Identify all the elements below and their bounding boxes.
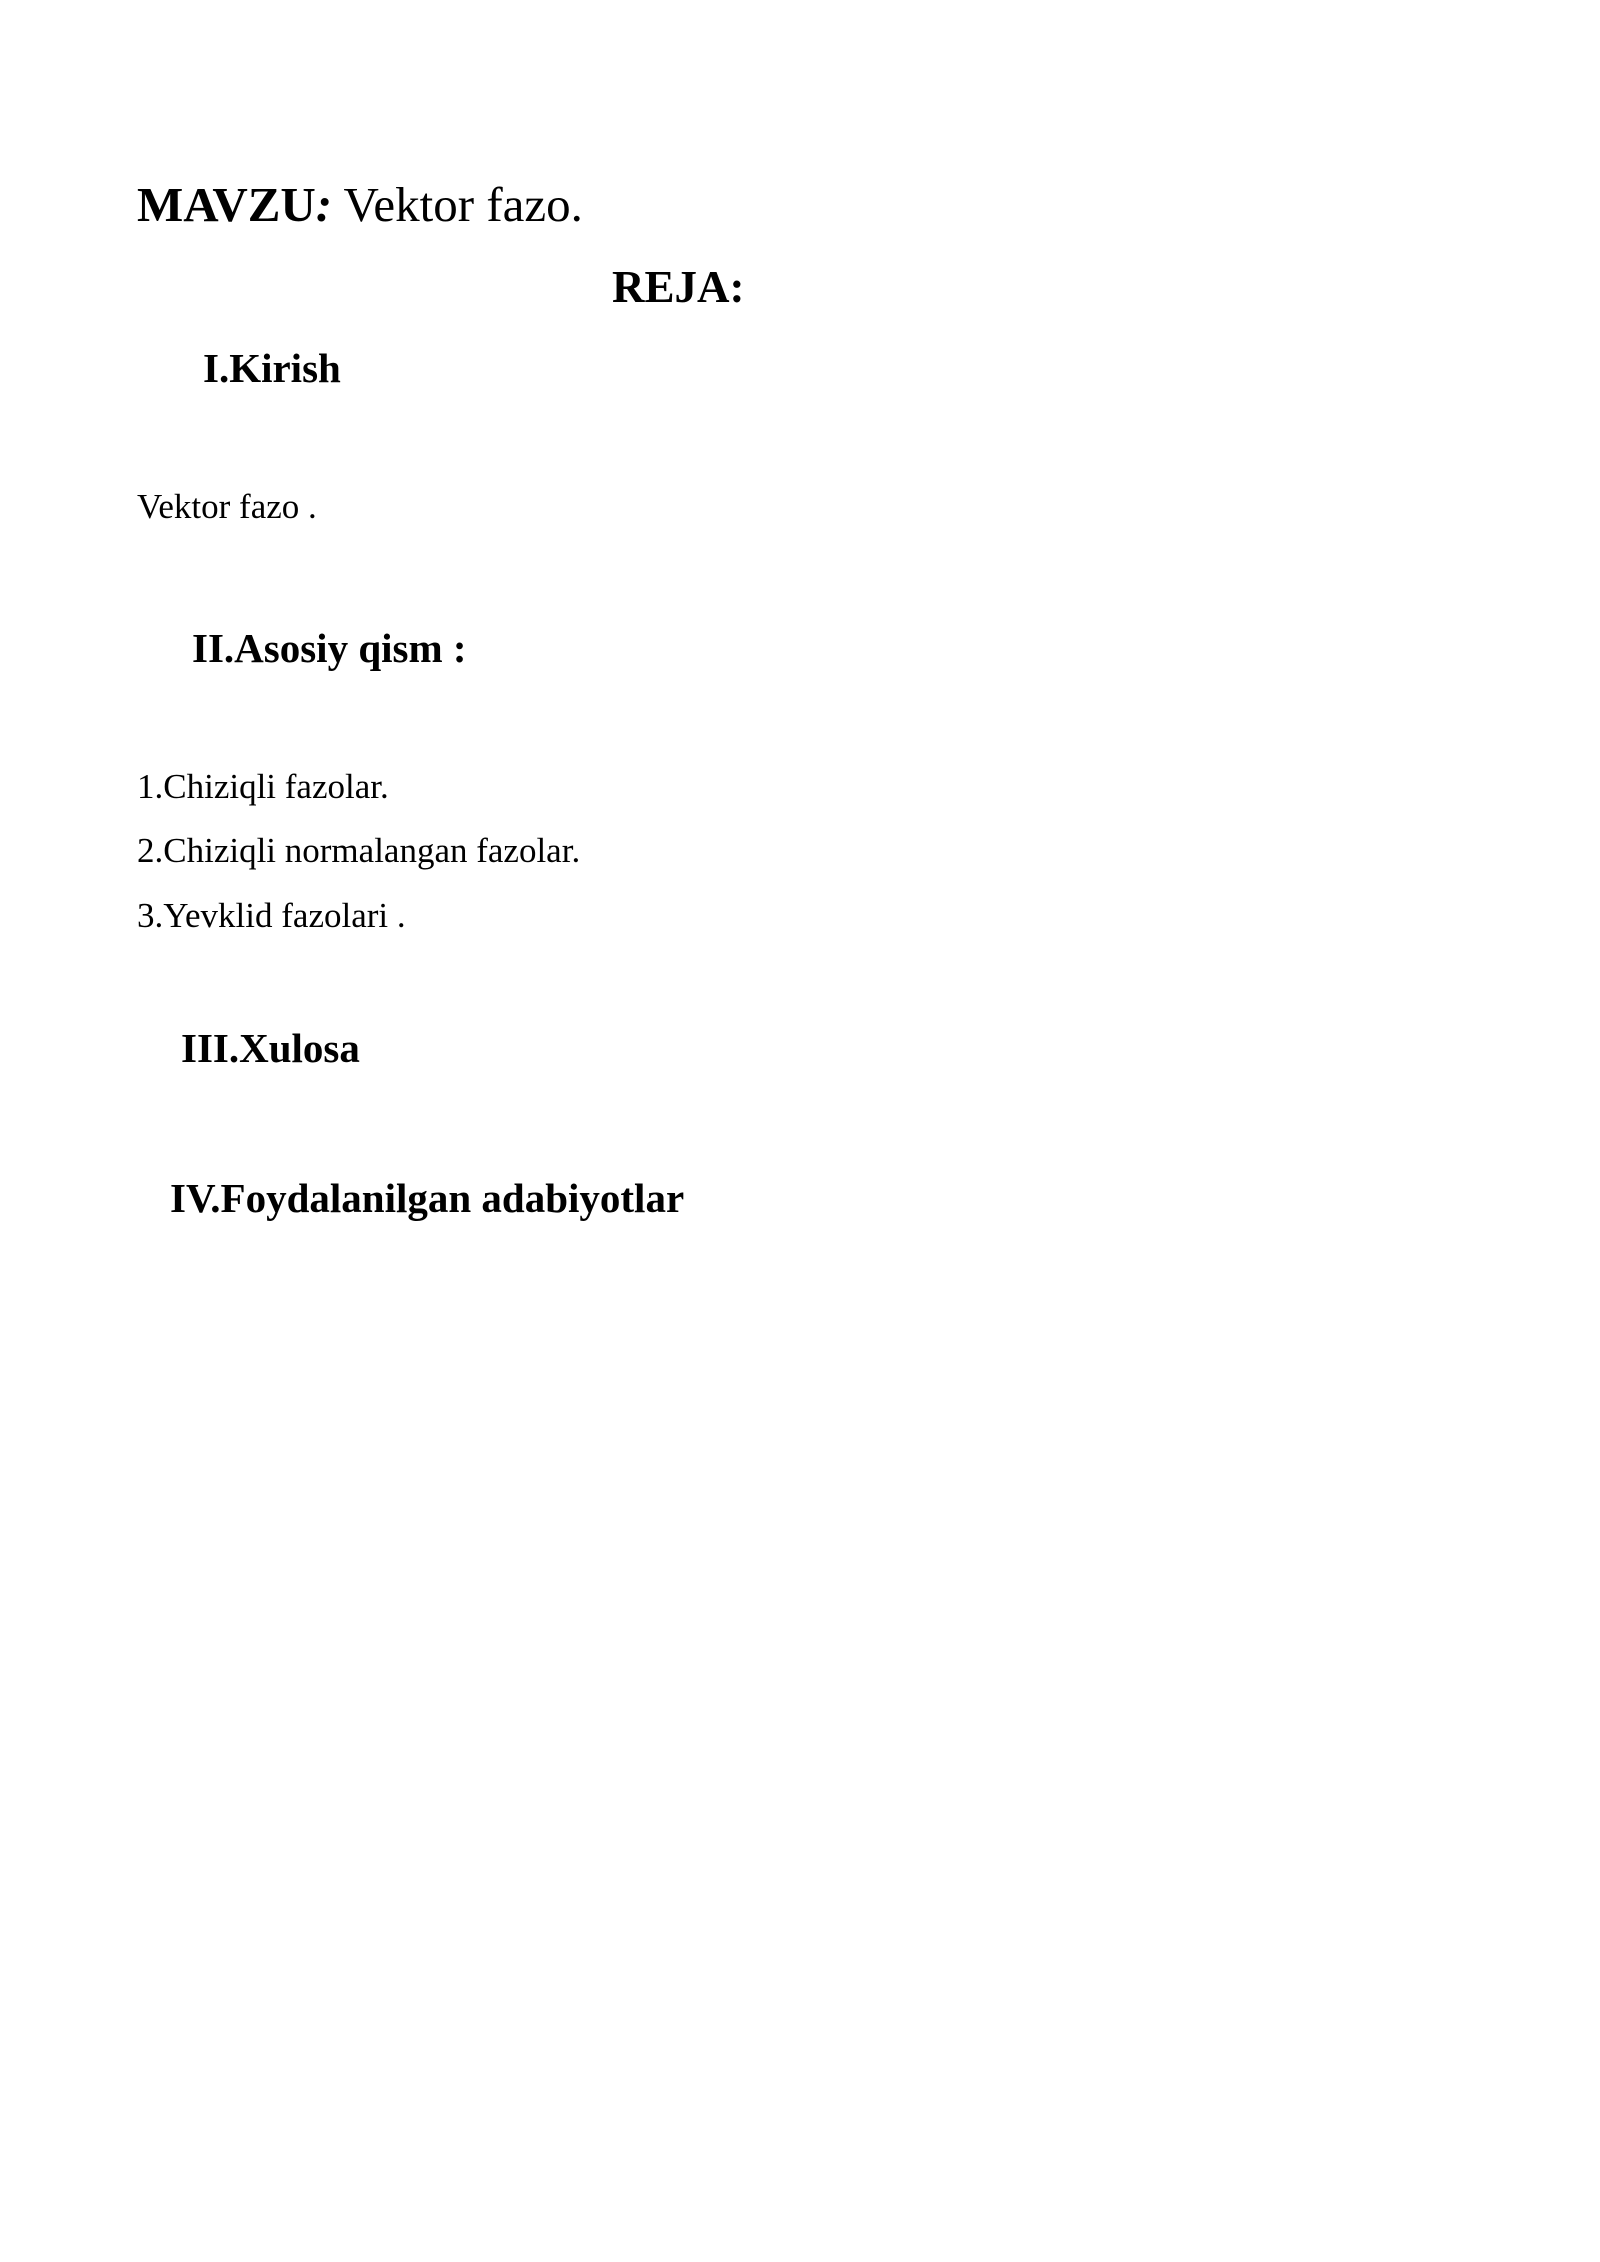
section-heading-references: IV.Foydalanilgan adabiyotlar bbox=[170, 1175, 685, 1221]
plan-heading: REJA: bbox=[612, 262, 745, 312]
introduction-item: Vektor fazo . bbox=[137, 487, 317, 526]
section-heading-introduction: I.Kirish bbox=[203, 345, 341, 391]
topic-value: Vektor fazo. bbox=[332, 177, 583, 232]
main-part-item-3: 3.Yevklid fazolari . bbox=[137, 896, 406, 935]
main-part-item-1: 1.Chiziqli fazolar. bbox=[137, 767, 389, 806]
section-heading-main-part: II.Asosiy qism : bbox=[192, 625, 467, 671]
topic-label: MAVZU bbox=[137, 177, 316, 232]
section-heading-conclusion: III.Xulosa bbox=[181, 1025, 360, 1071]
topic-colon: : bbox=[315, 177, 333, 232]
topic-title bbox=[137, 177, 583, 232]
main-part-item-2: 2.Chiziqli normalangan fazolar. bbox=[137, 831, 581, 870]
